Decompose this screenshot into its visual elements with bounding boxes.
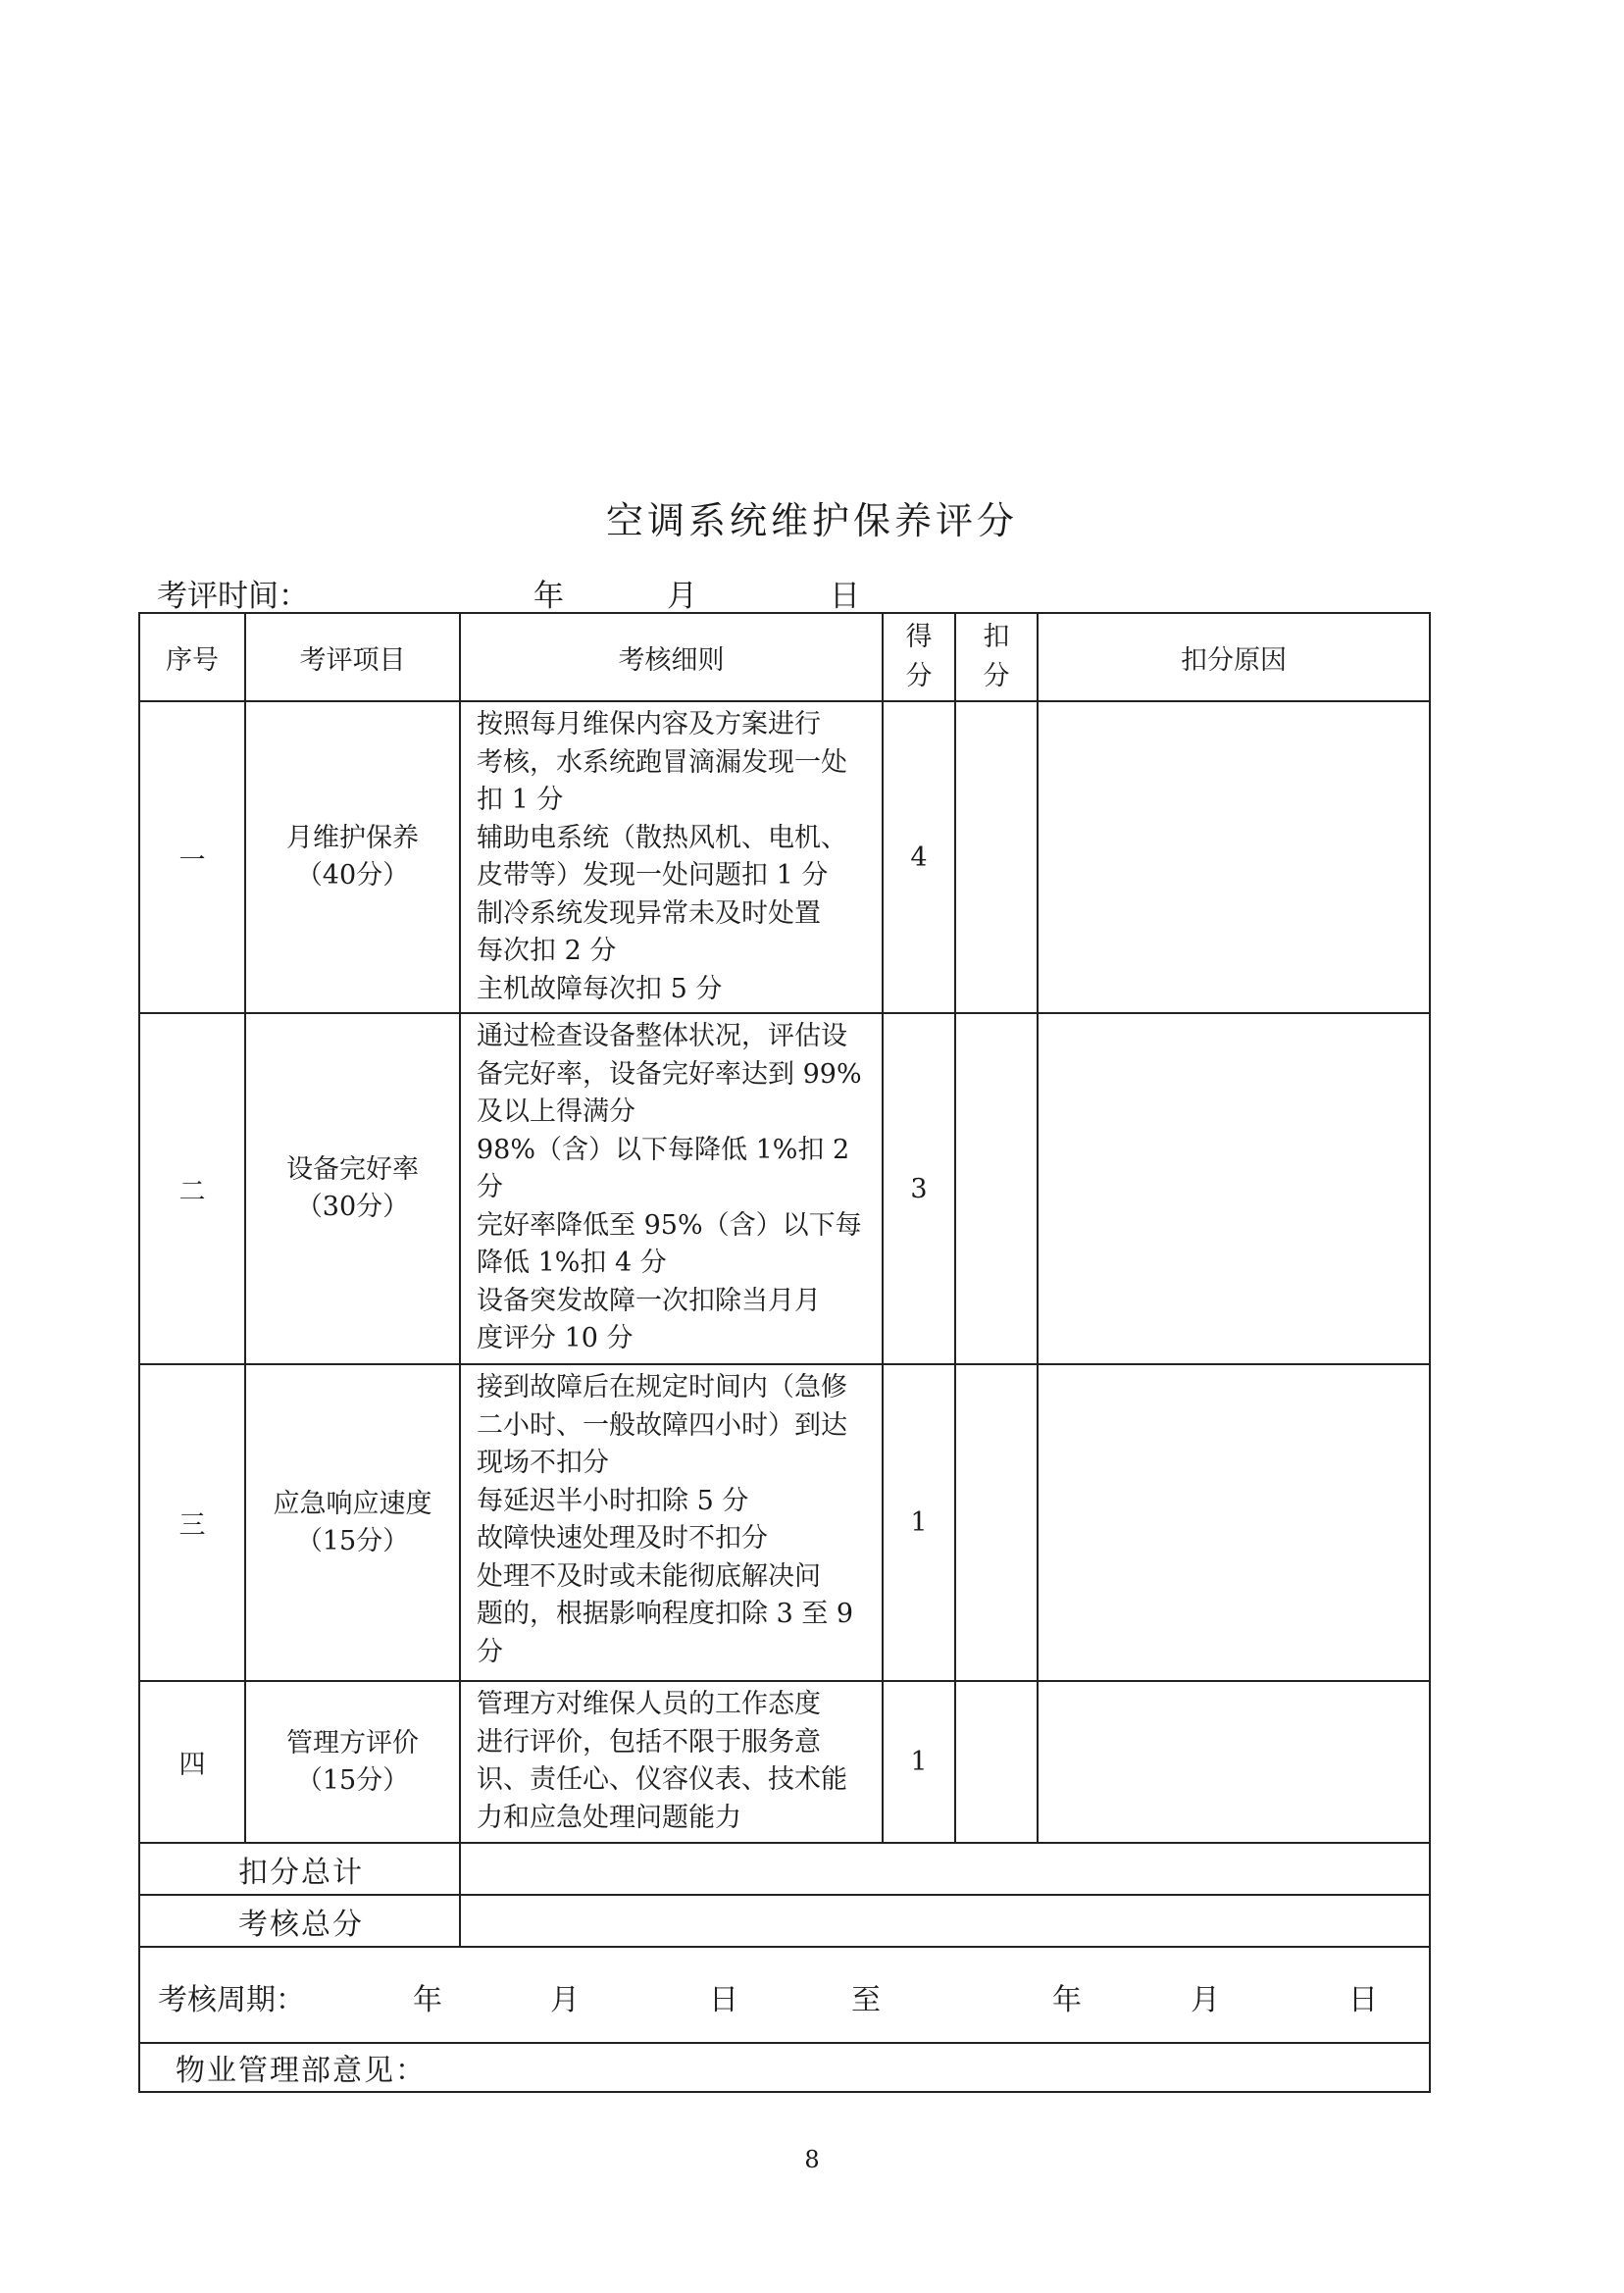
scoring-table bbox=[138, 612, 1431, 2093]
page-title: 空调系统维护保养评分 bbox=[605, 499, 1018, 542]
evaluation-date-month: 月 bbox=[667, 579, 697, 614]
row-deduct[interactable] bbox=[955, 1681, 1038, 1843]
row-item: 管理方评价 （15分） bbox=[245, 1681, 460, 1843]
row-details: 管理方对维保人员的工作态度 进行评价，包括不限于服务意 识、责任心、仪容仪表、技术能 力和应急处理问题能力 bbox=[460, 1681, 883, 1843]
row-score: 1 bbox=[883, 1681, 955, 1843]
assessment-period-row bbox=[139, 1947, 1430, 2043]
row-score: 1 bbox=[883, 1364, 955, 1681]
period-label: 考核周期： bbox=[158, 1983, 305, 2017]
opinion-row bbox=[139, 2043, 1430, 2092]
evaluation-date-year: 年 bbox=[533, 579, 564, 614]
table-row bbox=[139, 1013, 1430, 1364]
header-reason: 扣分原因 bbox=[1038, 613, 1430, 701]
row-item: 设备完好率 （30分） bbox=[245, 1013, 460, 1364]
period-start-month: 月 bbox=[550, 1983, 580, 2017]
row-score: 4 bbox=[883, 701, 955, 1013]
assessment-period-cell bbox=[139, 1947, 1430, 2043]
row-details: 通过检查设备整体状况，评估设 备完好率，设备完好率达到 99% 及以上得满分 98%（含）以下每降低 1%扣 2 分 完好率降低至 95%（含）以下每 降低 1%扣 4 分 设备突发故障一次扣除当月月 度评分 10 分 bbox=[460, 1013, 883, 1364]
table-row bbox=[139, 1681, 1430, 1843]
total-deduction-value[interactable] bbox=[460, 1843, 1430, 1895]
row-details: 接到故障后在规定时间内（急修 二小时、一般故障四小时）到达 现场不扣分 每延迟半小时扣除 5 分 故障快速处理及时不扣分 处理不及时或未能彻底解决问 题的，根据影响程度扣除 3 至 9 分 bbox=[460, 1364, 883, 1681]
period-start-day: 日 bbox=[709, 1983, 738, 2017]
header-item: 考评项目 bbox=[245, 613, 460, 701]
period-start-year: 年 bbox=[413, 1983, 442, 2017]
header-details: 考核细则 bbox=[460, 613, 883, 701]
period-end-year: 年 bbox=[1052, 1983, 1082, 2017]
total-score-row bbox=[139, 1895, 1430, 1947]
table-header-row bbox=[139, 613, 1430, 701]
row-deduct[interactable] bbox=[955, 1013, 1038, 1364]
row-item: 应急响应速度 （15分） bbox=[245, 1364, 460, 1681]
row-deduct[interactable] bbox=[955, 701, 1038, 1013]
total-score-value[interactable] bbox=[460, 1895, 1430, 1947]
total-deduction-row bbox=[139, 1843, 1430, 1895]
row-deduct[interactable] bbox=[955, 1364, 1038, 1681]
row-reason[interactable] bbox=[1038, 1013, 1430, 1364]
row-details: 按照每月维保内容及方案进行 考核，水系统跑冒滴漏发现一处 扣 1 分 辅助电系统（散热风机、电机、 皮带等）发现一处问题扣 1 分 制冷系统发现异常未及时处置 每次扣 2 分 主机故障每次扣 5 分 bbox=[460, 701, 883, 1013]
evaluation-date-label: 考评时间： bbox=[157, 579, 309, 614]
row-reason[interactable] bbox=[1038, 1681, 1430, 1843]
row-reason[interactable] bbox=[1038, 701, 1430, 1013]
period-end-month: 月 bbox=[1191, 1983, 1220, 2017]
table-row bbox=[139, 1364, 1430, 1681]
row-index: 三 bbox=[139, 1364, 245, 1681]
total-score-label: 考核总分 bbox=[139, 1895, 460, 1947]
header-deduct: 扣分 bbox=[955, 613, 1038, 701]
row-reason[interactable] bbox=[1038, 1364, 1430, 1681]
page-number: 8 bbox=[804, 2146, 820, 2173]
period-end-day: 日 bbox=[1348, 1983, 1378, 2017]
row-index: 二 bbox=[139, 1013, 245, 1364]
row-index: 四 bbox=[139, 1681, 245, 1843]
row-score: 3 bbox=[883, 1013, 955, 1364]
evaluation-date-day: 日 bbox=[830, 579, 860, 614]
header-index: 序号 bbox=[139, 613, 245, 701]
header-score: 得分 bbox=[883, 613, 955, 701]
total-deduction-label: 扣分总计 bbox=[139, 1843, 460, 1895]
evaluation-date-line bbox=[157, 571, 1432, 614]
row-item: 月维护保养 （40分） bbox=[245, 701, 460, 1013]
property-management-opinion[interactable]: 物业管理部意见： bbox=[139, 2043, 1430, 2092]
row-index: 一 bbox=[139, 701, 245, 1013]
period-to: 至 bbox=[851, 1983, 881, 2017]
table-row bbox=[139, 701, 1430, 1013]
